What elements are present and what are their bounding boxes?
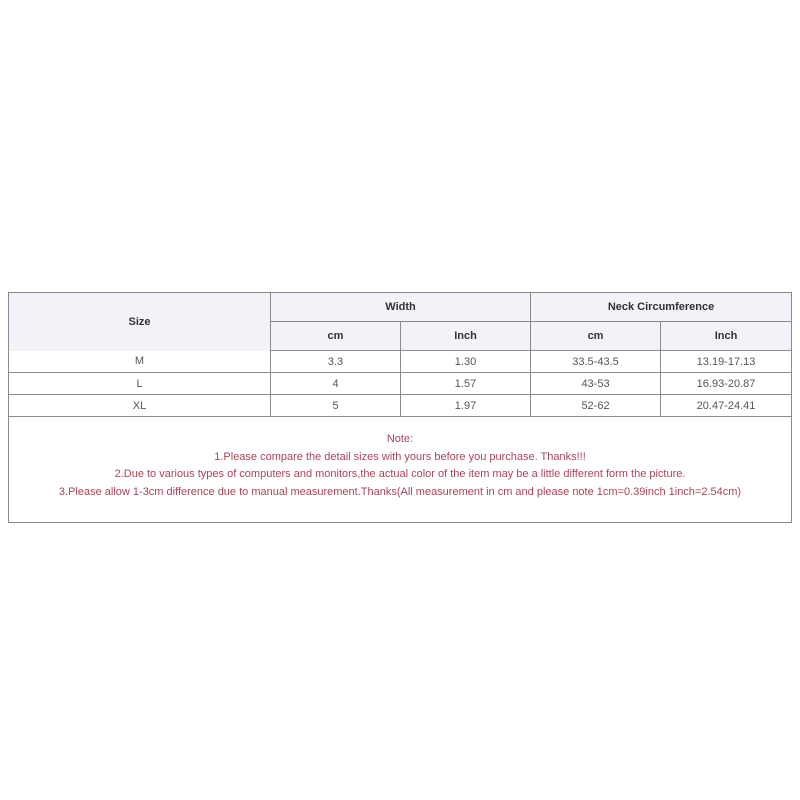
note-row [9,417,792,523]
header-width-inch: Inch [401,322,531,351]
neck-inch-cell: 13.19-17.13 [661,351,792,373]
neck-inch-cell: 20.47-24.41 [661,395,792,417]
width-inch-cell: 1.97 [401,395,531,417]
width-inch-cell: 1.57 [401,373,531,395]
note-title: Note: [386,433,414,445]
note-line-2: 2.Due to various types of computers and monitors,the actual color of the item may be a little different form the picture. [114,468,686,480]
neck-inch-cell: 16.93-20.87 [661,373,792,395]
header-row-groups [9,293,792,322]
note-cell [9,417,792,523]
neck-cm-cell: 33.5-43.5 [531,351,661,373]
header-neck-inch: Inch [661,322,792,351]
size-chart-table [8,292,792,523]
width-inch-cell: 1.30 [401,351,531,373]
header-neck-cm: cm [531,322,661,351]
header-width: Width [271,293,531,322]
size-cell: L [9,373,271,395]
width-cm-cell: 3.3 [271,351,401,373]
table-row [9,351,792,373]
header-width-cm: cm [271,322,401,351]
header-neck-circumference: Neck Circumference [531,293,792,322]
width-cm-cell: 5 [271,395,401,417]
note-line-3: 3.Please allow 1-3cm difference due to manual measurement.Thanks(All measurement in cm and please note 1cm=0.39inch 1inch=2.54cm) [58,485,742,498]
table-row [9,395,792,417]
neck-cm-cell: 43-53 [531,373,661,395]
note-line-1: 1.Please compare the detail sizes with yours before you purchase. Thanks!!! [214,450,586,463]
width-cm-cell: 4 [271,373,401,395]
size-cell: XL [9,395,271,417]
neck-cm-cell: 52-62 [531,395,661,417]
size-cell: M [9,351,271,373]
header-size: Size [9,293,271,351]
table-row [9,373,792,395]
